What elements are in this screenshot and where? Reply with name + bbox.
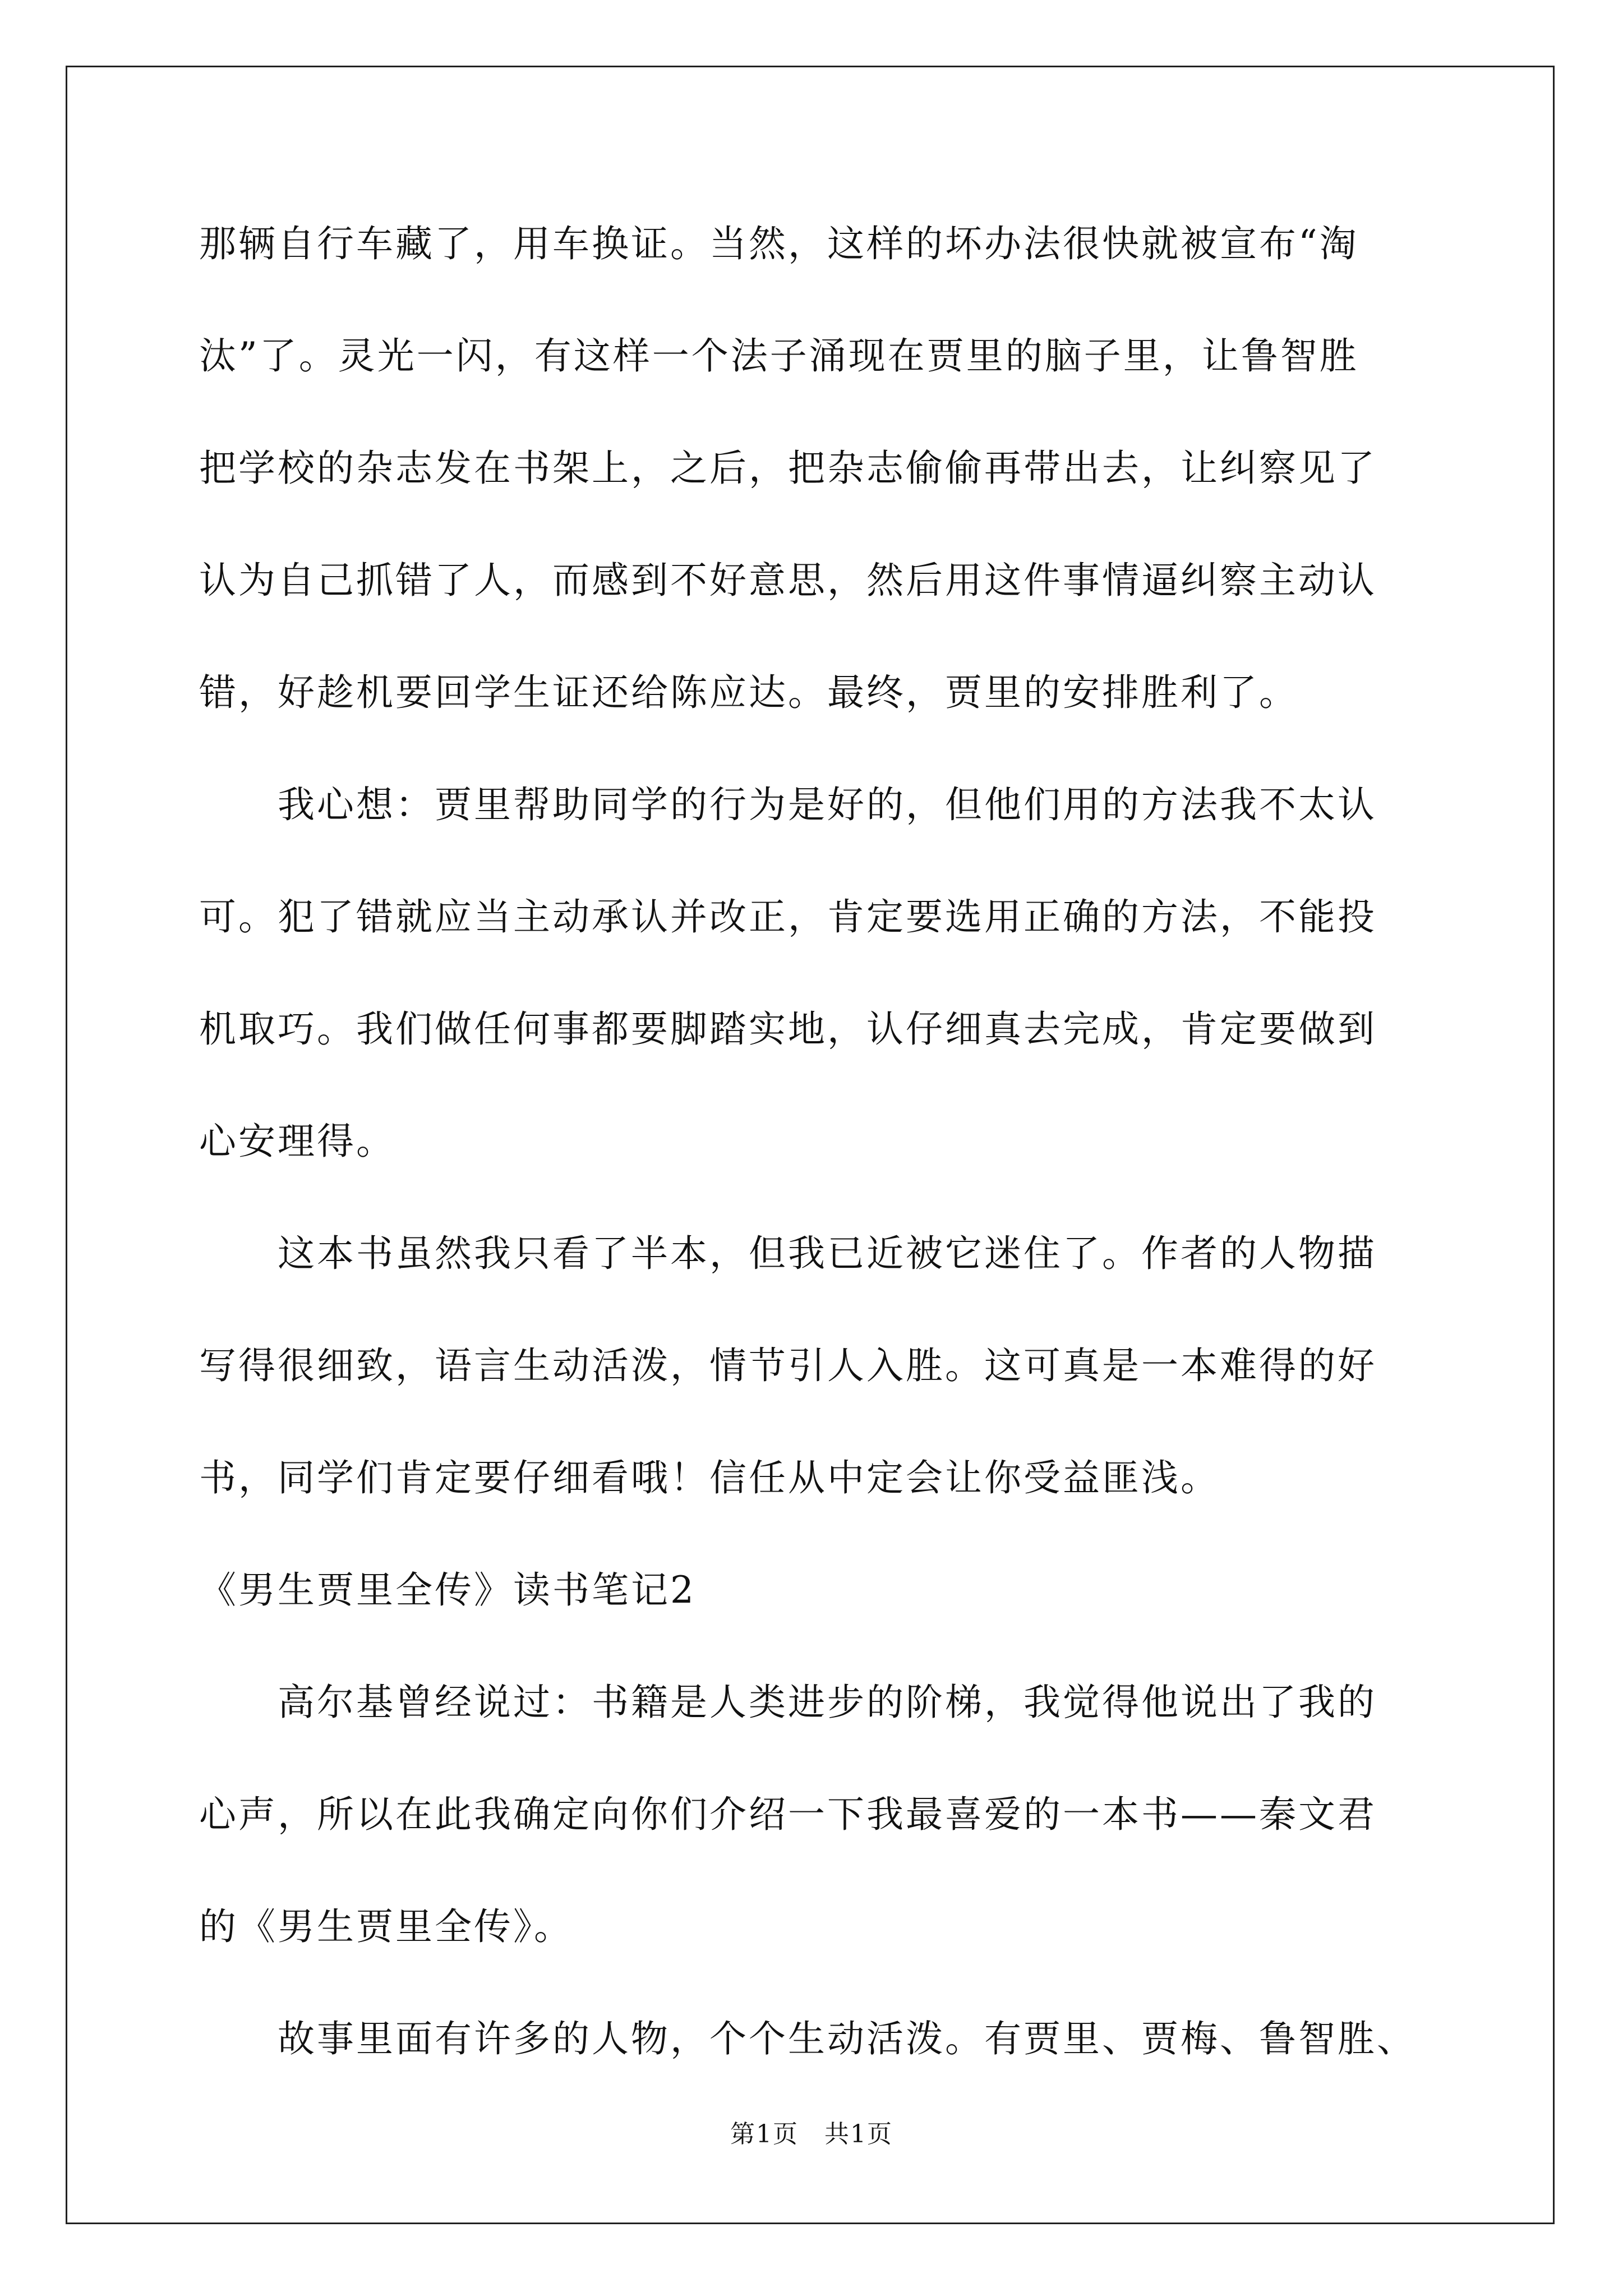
text-line: 心安理得。: [199, 1120, 395, 1163]
document-body: [199, 210, 1427, 2118]
text-line: 认为自己抓错了人，而感到不好意思，然后用这件事情逼纠察主动认: [199, 559, 1377, 602]
text-line: 心声，所以在此我确定向你们介绍一下我最喜爱的一本书——秦文君: [199, 1793, 1377, 1836]
paragraph-start-line: 故事里面有许多的人物，个个生动活泼。有贾里、贾梅、鲁智胜、: [278, 2017, 1416, 2060]
text-line: 机取巧。我们做任何事都要脚踏实地，认仔细真去完成，肯定要做到: [199, 1007, 1377, 1051]
text-line: 写得很细致，语言生动活泼，情节引人入胜。这可真是一本难得的好: [199, 1344, 1377, 1387]
text-line: 把学校的杂志发在书架上，之后，把杂志偷偷再带出去，让纠察见了: [199, 447, 1377, 490]
paragraph-start-line: 这本书虽然我只看了半本，但我已近被它迷住了。作者的人物描: [278, 1232, 1377, 1275]
text-line: 可。犯了错就应当主动承认并改正，肯定要选用正确的方法，不能投: [199, 895, 1377, 938]
text-line: 汰”了。灵光一闪，有这样一个法子涌现在贾里的脑子里，让鲁智胜: [199, 334, 1359, 378]
text-line: 的《男生贾里全传》。: [199, 1905, 573, 1948]
paragraph-start-line: 高尔基曾经说过：书籍是人类进步的阶梯，我觉得他说出了我的: [278, 1681, 1377, 1724]
text-line: 错，好趁机要回学生证还给陈应达。最终，贾里的安排胜利了。: [199, 671, 1298, 714]
section-heading: 《男生贾里全传》读书笔记2: [199, 1568, 696, 1612]
paragraph-start-line: 我心想：贾里帮助同学的行为是好的，但他们用的方法我不太认: [278, 783, 1377, 826]
text-line: 那辆自行车藏了，用车换证。当然，这样的坏办法很快就被宣布“淘: [199, 222, 1359, 265]
text-line: 书，同学们肯定要仔细看哦！信任从中定会让你受益匪浅。: [199, 1456, 1220, 1499]
page-footer: 第1页 共1页: [730, 2120, 893, 2148]
